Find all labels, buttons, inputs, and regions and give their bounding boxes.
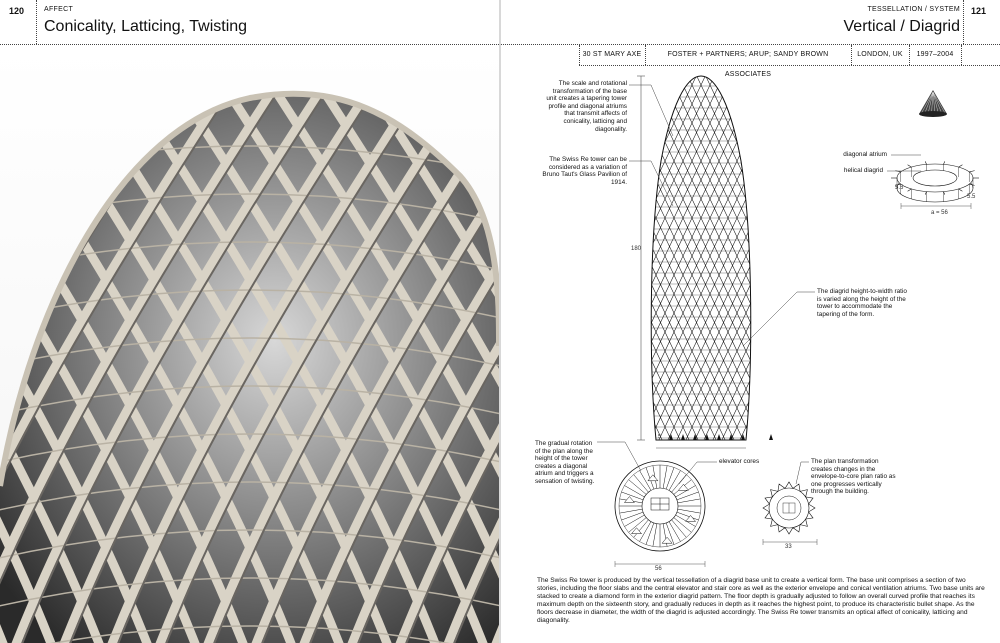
- right-kicker: TESSELLATION / SYSTEM: [867, 6, 960, 13]
- project-name: 30 ST MARY AXE: [582, 51, 642, 58]
- floor-plan-large: [615, 461, 705, 551]
- left-page: [0, 0, 499, 643]
- project-years: 1997–2004: [916, 51, 954, 58]
- plan-large-dimension: 56: [655, 566, 662, 572]
- left-title: Conicality, Latticing, Twisting: [44, 18, 248, 35]
- annotation-gradual-rotation: The gradual rotation of the plan along the height of the tower creates a diagonal atrium and triggers a sensation of twisting.: [535, 440, 595, 485]
- right-title: Vertical / Diagrid: [843, 18, 960, 35]
- diagrid-diagram: [501, 66, 1000, 576]
- label-diagonal-atrium: diagonal atrium: [843, 151, 887, 158]
- annotation-diagrid-ratio: The diagrid height-to-width ratio is varied along the height of the tower to accommodate the tapering of the form.: [817, 288, 907, 318]
- left-header-rule: [0, 44, 499, 45]
- right-page-number: 121: [971, 6, 987, 16]
- base-width-dimension: 5: [658, 434, 662, 440]
- label-helical-diagrid: helical diagrid: [843, 167, 883, 174]
- annotation-swiss-re: The Swiss Re tower can be considered as a variation of Bruno Taut's Glass Pavilion of 1914.: [542, 156, 627, 186]
- body-text: The Swiss Re tower is produced by the vertical tessellation of a diagrid base unit to create a vertical form. The base unit comprises a section of two stories, including the floor slabs and the central elevator and stair core as well as the exterior envelope and conical ventilation atriums. Two base units are stacked to create a diamond form in the exterior diagrid pattern. The floor depth is gradually adjusted to follow an overall curved profile that reaches its maximum depth on the sixteenth story, and gradually reduces in depth as it reaches the highest point, to produce its characteristic bullet shape. As the floors decrease in diameter, the width of the diagrid is adjusted accordingly. The Swiss Re tower transmits an optical affect of conicality, latticing and diagonality.: [537, 577, 985, 624]
- right-page: [501, 0, 1000, 643]
- tower-photo: [0, 46, 499, 643]
- floor-plan-small: [763, 482, 815, 534]
- unit-dim-a: 5.5: [895, 185, 904, 191]
- unit-dim-b: 5.5: [967, 194, 976, 200]
- unit-span: a = 56: [931, 210, 948, 216]
- project-info-row: [579, 45, 1000, 78]
- plan-small-dimension: 33: [785, 544, 792, 550]
- annotation-plan-transformation: The plan transformation creates changes in the envelope-to-core plan ratio as one progresses vertically through the building.: [811, 458, 896, 496]
- right-header-divider: [963, 0, 964, 44]
- label-elevator-cores: elevator cores: [719, 458, 760, 465]
- base-unit-ring: [891, 161, 979, 202]
- annotation-scale-rotation: The scale and rotational transformation of the base unit creates a tapering tower profile and diagonal atriums that transmit affects of conicality, latticing and diagonality.: [546, 80, 627, 133]
- project-location: LONDON, UK: [857, 51, 903, 58]
- base-unit-cone: [919, 90, 947, 117]
- left-kicker: AFFECT: [44, 6, 74, 13]
- project-architects: FOSTER + PARTNERS; ARUP; SANDY BROWN ASSOCIATES: [667, 51, 829, 78]
- height-dimension: 180: [631, 246, 642, 252]
- left-page-number: 120: [9, 6, 25, 16]
- left-header-divider: [36, 0, 37, 44]
